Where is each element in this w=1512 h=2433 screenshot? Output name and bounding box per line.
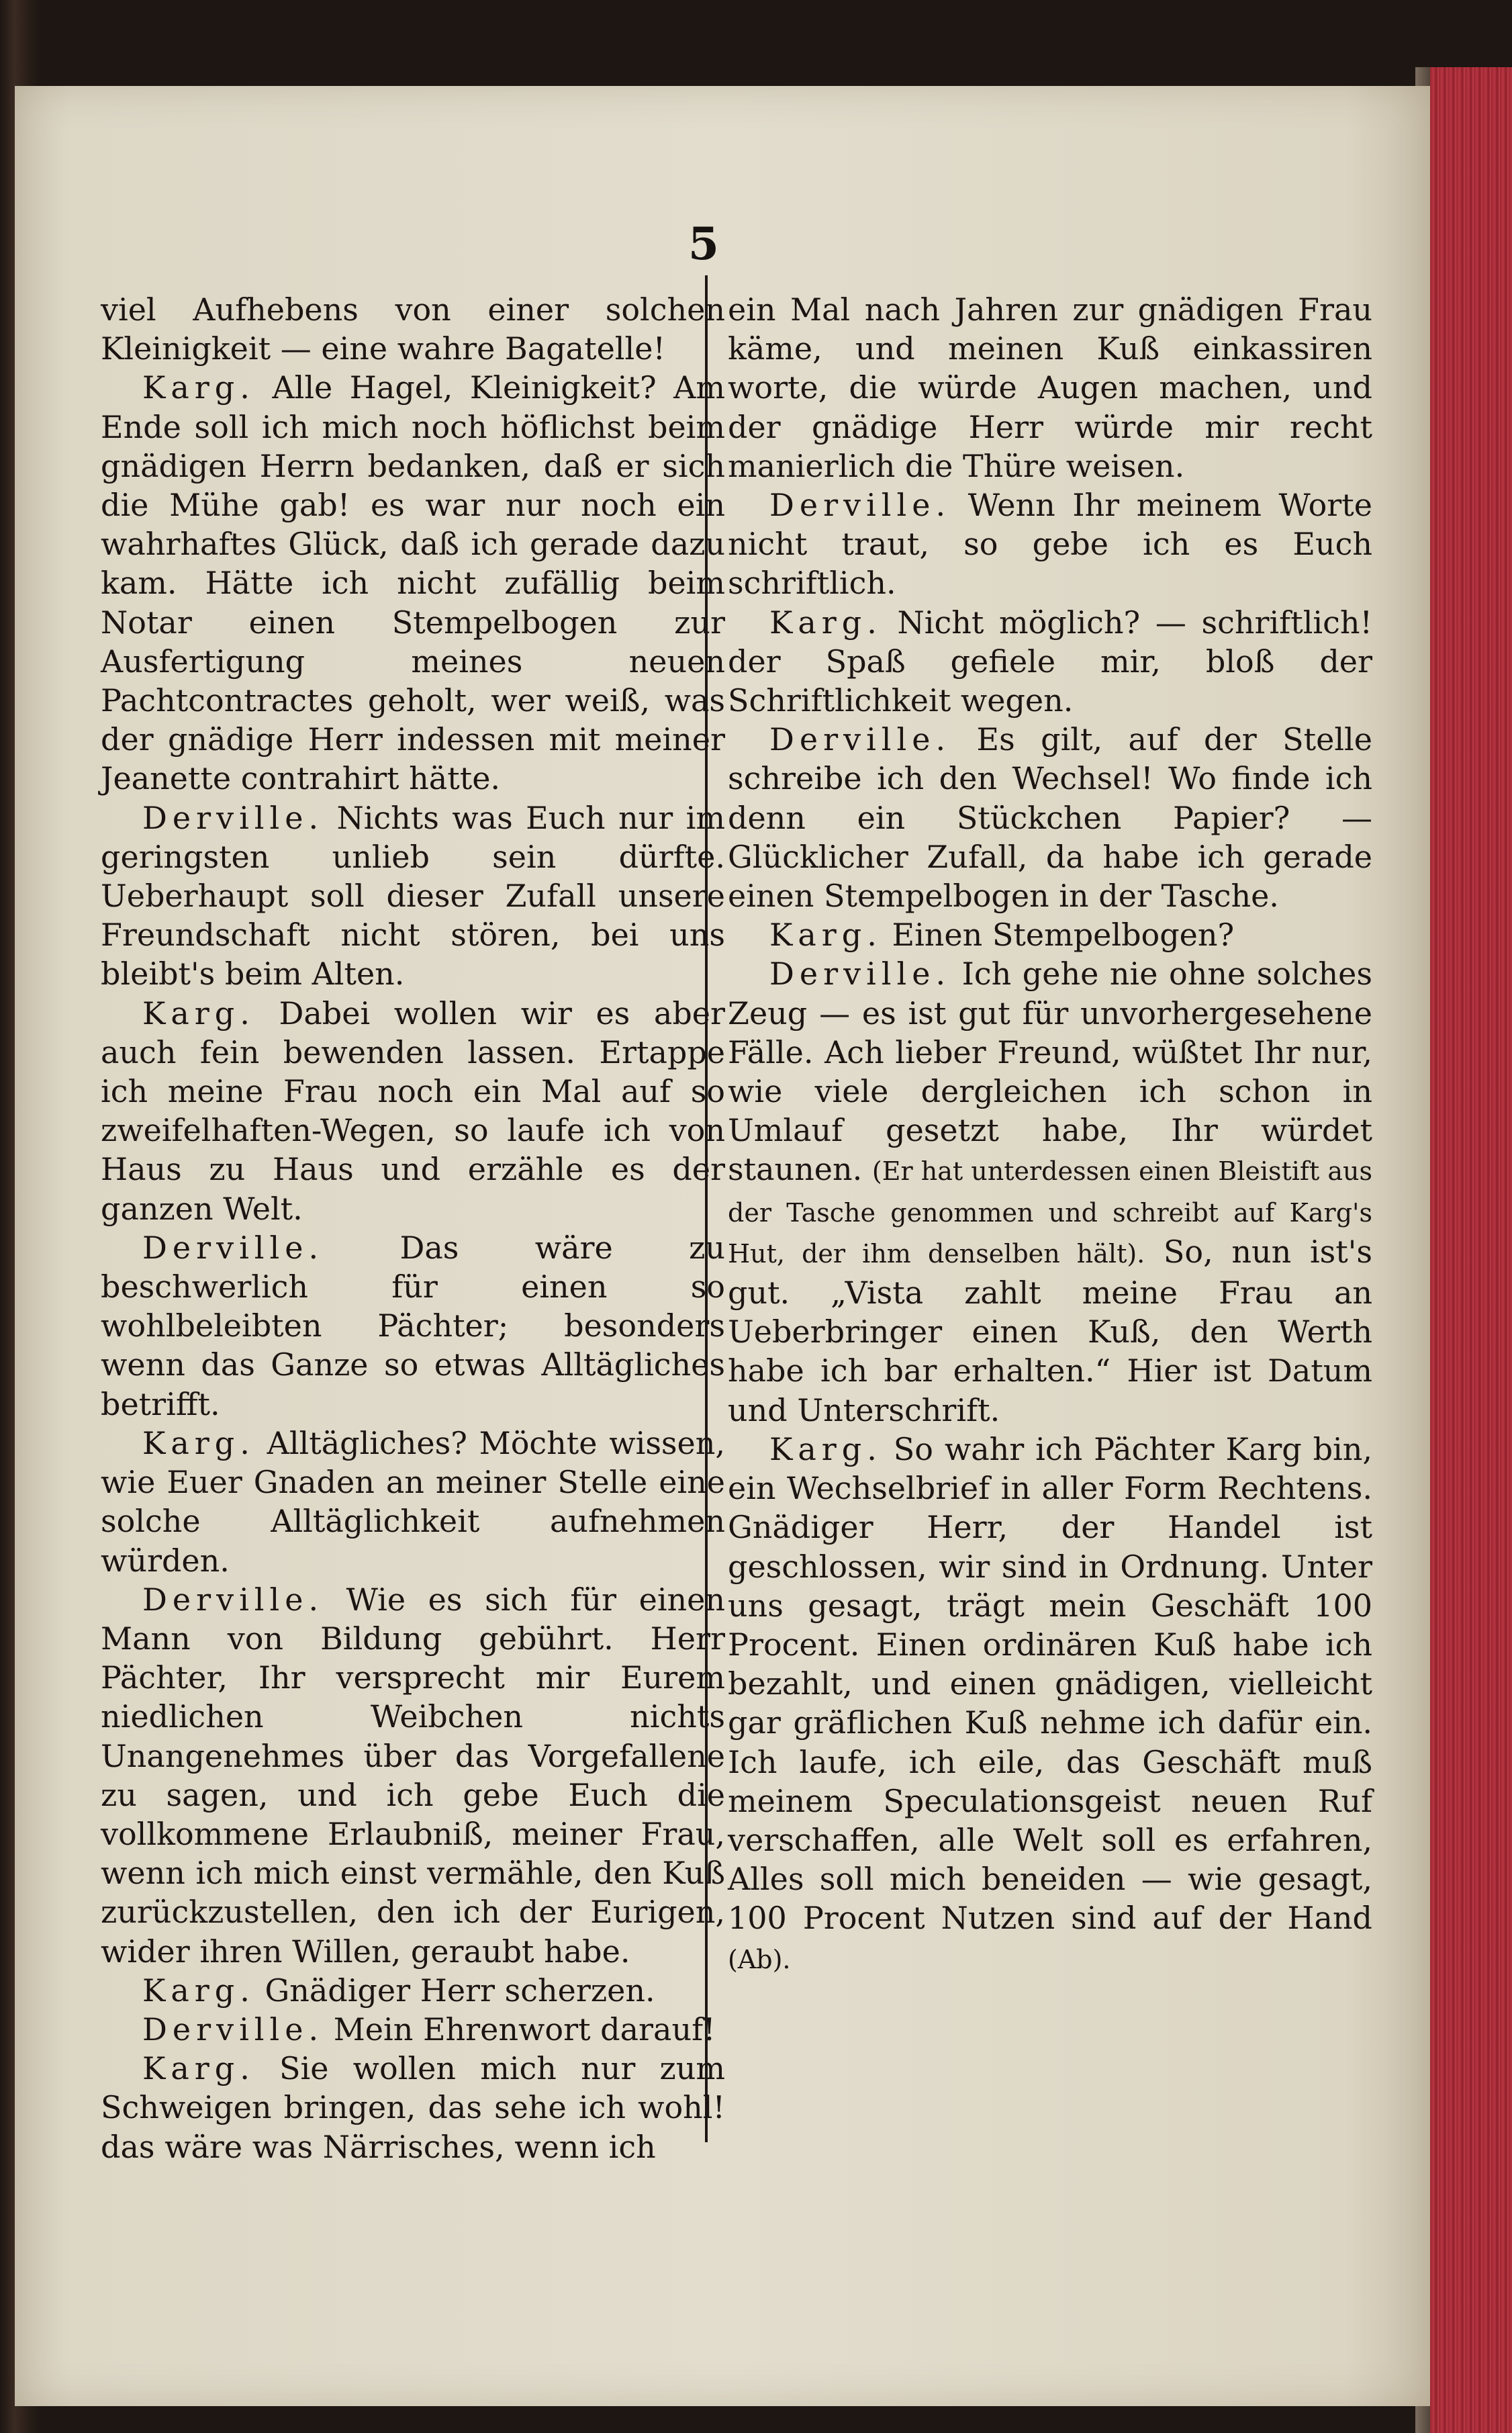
speech <box>101 1971 725 2010</box>
speaker-name: Derville. <box>142 2011 324 2048</box>
page-number: 5 <box>688 218 719 270</box>
speech-text: Gnädiger Herr scherzen. <box>265 1972 655 2009</box>
speaker-name: Karg. <box>769 917 882 954</box>
speech-text: Mein Ehrenwort darauf! <box>333 2011 716 2048</box>
speech-text: Nicht möglich? — schriftlich! der Spaß gefiele mir, bloß der Schriftlichkeit wegen. <box>728 604 1372 719</box>
speech <box>101 1424 725 1580</box>
speech-text: So, nun ist's gut. „Vista zahlt meine Frau an Ueberbringer einen Kuß, den Werth habe ich bar erhalten.“ Hier ist Datum und Unterschrift. <box>728 1233 1373 1428</box>
stage-direction: (Er hat unterdessen einen Bleistift aus der Tasche genommen und schreibt auf Karg's Hut, der ihm denselben hält). <box>728 1156 1373 1269</box>
speaker-name: Derville. <box>769 956 951 993</box>
speech-text: So wahr ich Pächter Karg bin, ein Wechselbrief in aller Form Rechtens. Gnädiger Herr, der Handel ist geschlossen, wir sind in Ordnung. Unter uns gesagt, trägt mein Geschäft 100 Procent. Einen ordinären Kuß habe ich bezahlt, und einen gnädigen, vielleicht gar gräflichen Kuß nehme ich dafür ein. Ich laufe, ich eile, das Geschäft muß meinem Speculationsgeist neuen Ruf verschaffen, alle Welt soll es erfahren, Alles soll mich beneiden — wie gesagt, 100 Procent Nutzen sind auf der Hand <box>728 1430 1373 1937</box>
speech <box>728 954 1372 1429</box>
speaker-name: Karg. <box>142 1424 255 1461</box>
speaker-name: Karg. <box>769 604 882 641</box>
speaker-name: Karg. <box>142 2050 255 2087</box>
speech-text: Nichts was Euch nur im geringsten unlieb sein dürfte. Ueberhaupt soll dieser Zufall unsere Freundschaft nicht stören, bei uns bleibt's beim Alten. <box>101 799 725 993</box>
speaker-name: Karg. <box>142 369 255 406</box>
speech-text: Einen Stempelbogen? <box>892 917 1235 954</box>
speech <box>101 2010 725 2049</box>
speech-text: Dabei wollen wir es aber auch fein bewenden lassen. Ertappe ich meine Frau noch ein Mal auf so zweifelhaften-Wegen, so laufe ich von Haus zu Haus und erzähle es der ganzen Welt. <box>101 995 725 1227</box>
speech <box>101 1228 725 1424</box>
speech-text: Das wäre zu beschwerlich für einen so wohlbeleibten Pächter; besonders wenn das Ganze so etwas Alltägliches betrifft. <box>101 1229 726 1422</box>
speaker-name: Karg. <box>769 1430 882 1467</box>
right-column <box>728 290 1372 1979</box>
speech <box>728 486 1372 603</box>
paragraph: viel Aufhebens von einer solchen Kleinigkeit — eine wahre Bagatelle! <box>101 291 725 367</box>
paragraph: ein Mal nach Jahren zur gnädigen Frau käme, und meinen Kuß einkassiren worte, die würde Augen machen, und der gnädige Herr würde mir recht manierlich die Thüre weisen. <box>728 291 1372 484</box>
speech <box>728 603 1372 721</box>
speaker-name: Derville. <box>142 1581 324 1618</box>
speech <box>101 994 725 1228</box>
speaker-name: Derville. <box>769 487 951 524</box>
speaker-name: Derville. <box>769 721 951 758</box>
speech <box>101 368 725 798</box>
speaker-name: Karg. <box>142 1972 255 2009</box>
speech-text: Wenn Ihr meinem Worte nicht traut, so gebe ich es Euch schriftlich. <box>728 487 1373 602</box>
speaker-name: Derville. <box>142 1229 324 1266</box>
speech-text: Alle Hagel, Kleinigkeit? Am Ende soll ich mich noch höflichst beim gnädigen Herrn bedanken, daß er sich die Mühe gab! es war nur noch ein wahrhaftes Glück, daß ich gerade dazu kam. Hätte ich nicht zufällig beim Notar einen Stempelbogen zur Ausfertigung meines neuen Pachtcontractes geholt, wer weiß, was der gnädige Herr indessen mit meiner Jeanette contrahirt hätte. <box>101 369 726 797</box>
speech-text: Wie es sich für einen Mann von Bildung gebührt. Herr Pächter, Ihr versprecht mir Eurem niedlichen Weibchen nichts Unangenehmes über das Vorgefallene zu sagen, und ich gebe Euch die vollkommene Erlaubniß, meiner Frau, wenn ich mich einst vermähle, den Kuß zurückzustellen, den ich der Eurigen, wider ihren Willen, geraubt habe. <box>101 1581 725 1970</box>
book-edge-red <box>1430 67 1512 2433</box>
left-column <box>101 290 725 2166</box>
speech <box>101 798 725 994</box>
speech <box>728 720 1372 915</box>
speech-text: Sie wollen mich nur zum Schweigen bringen, das sehe ich wohl! das wäre was Närrisches, wenn ich <box>101 2050 726 2165</box>
speaker-name: Karg. <box>142 995 255 1031</box>
speech <box>728 915 1372 954</box>
speech-text: Alltägliches? Möchte wissen, wie Euer Gnaden an meiner Stelle eine solche Alltäglichkeit aufnehmen würden. <box>101 1424 726 1579</box>
speech-text: Es gilt, auf der Stelle schreibe ich den Wechsel! Wo finde ich denn ein Stückchen Papier? — Glücklicher Zufall, da habe ich gerade einen Stempelbogen in der Tasche. <box>728 721 1372 915</box>
speaker-name: Derville. <box>142 799 324 836</box>
speech <box>728 1430 1372 1979</box>
stage-direction: (Ab). <box>728 1944 791 1974</box>
speech-text: Ich gehe nie ohne solches Zeug — es ist gut für unvorhergesehene Fälle. Ach lieber Freund, wüßtet Ihr nur, wie viele dergleichen ich schon in Umlauf gesetzt habe, Ihr würdet staunen. <box>728 956 1373 1188</box>
speech <box>101 2049 725 2166</box>
speech <box>101 1580 725 1971</box>
